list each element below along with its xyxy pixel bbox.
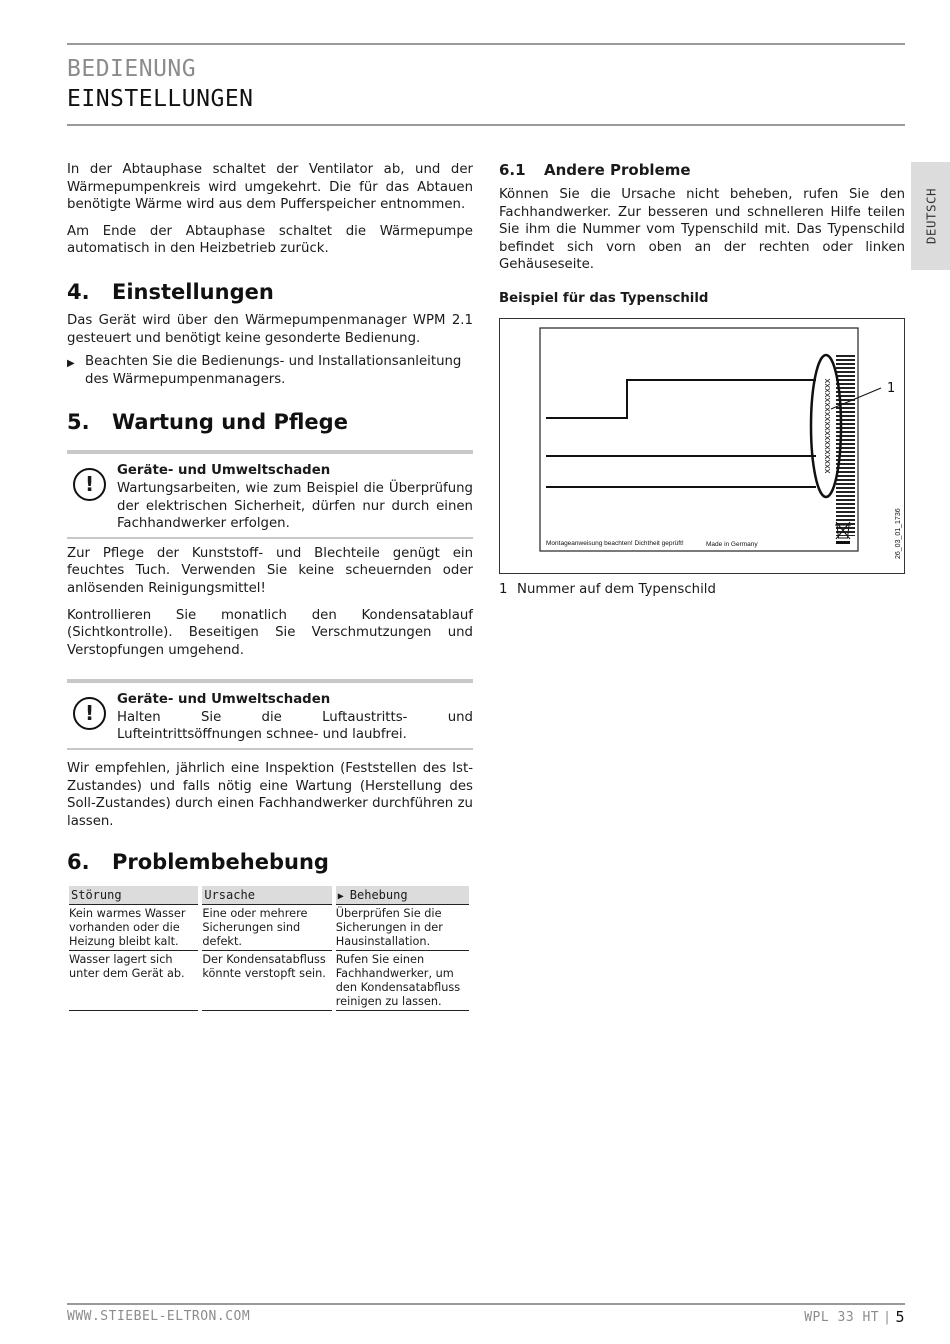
warning-box-2 <box>67 679 473 748</box>
table-header-stoerung: Störung <box>69 886 198 904</box>
table-header-behebung-label: Behebung <box>349 888 408 903</box>
intro-paragraph-1: In der Abtauphase schaltet der Ventilator ab, und der Wärmepumpenkreis wird umgekehrt. Die für das Abtauen benötigte Wärme wird aus dem Pufferspeicher entnommen. <box>67 162 473 213</box>
language-tab <box>911 162 950 270</box>
warning-1-title: Geräte- und Umweltschaden <box>117 463 331 479</box>
section-5-paragraph-1: Zur Pflege der Kunststoff- und Blechteile genügt ein feuchtes Tuch. Verwenden Sie keine scheuernden oder anlösenden Reinigungsmittel! <box>67 545 473 596</box>
callout-number: 1 <box>887 380 896 396</box>
footer-rule <box>67 1303 905 1305</box>
figure-id: 26_03_01_1736 <box>895 508 902 559</box>
section-6-1-paragraph: Können Sie die Ursache nicht beheben, rufen Sie den Fachhandwerker. Zur besseren und schnelleren Hilfe teilen Sie ihm die Nummer vom Typenschild mit. Das Typenschild befindet sich vorn oben an der rechten oder linken Gehäuseseite. <box>499 187 905 273</box>
troubleshooting-table <box>65 886 473 1011</box>
left-column <box>67 161 473 1011</box>
table-cell-behebung: Überprüfen Sie die Sicherungen in der Hausinstallation. <box>336 904 469 951</box>
section-4-bullet-text: Beachten Sie die Bedienungs- und Installationsanleitung des Wärmepumpenmanagers. <box>85 354 462 387</box>
figure-caption <box>499 582 905 597</box>
footer-separator: | <box>883 1309 892 1325</box>
caption-text: Nummer auf dem Typenschild <box>517 581 716 597</box>
table-cell-stoerung: Kein warmes Wasser vorhanden oder die Heizung bleibt kalt. <box>69 904 198 951</box>
language-tab-label: DEUTSCH <box>923 187 938 245</box>
section-4-bullet <box>67 353 473 388</box>
warning-1-body: Wartungsarbeiten, wie zum Beispiel die Überprüfung der elektrischen Sicherheit, dürfen nur durch einen Fachhandwerker erfolgen. <box>117 480 473 532</box>
section-6-title: Problembehebung <box>112 850 329 875</box>
table-row <box>69 951 469 1011</box>
footer-url: WWW.STIEBEL-ELTRON.COM <box>67 1309 251 1324</box>
section-6-1-number: 6.1 <box>499 161 526 179</box>
type-plate-figure <box>499 318 905 574</box>
triangle-bullet-icon: ▶ <box>337 891 350 903</box>
footer-model: WPL 33 HT <box>804 1309 880 1325</box>
header-top-rule <box>67 43 905 45</box>
table-header-ursache: Ursache <box>202 886 331 904</box>
exclamation-icon: ! <box>73 697 106 730</box>
table-cell-ursache: Eine oder mehrere Sicherungen sind defekt. <box>202 904 331 951</box>
warning-box-1 <box>67 450 473 536</box>
section-5-number: 5. <box>67 410 90 435</box>
plate-label-left: Montageanweisung beachten! Dichtheit geprüft! <box>546 539 684 547</box>
section-6-number: 6. <box>67 850 90 875</box>
section-4-heading <box>67 280 473 304</box>
type-plate-drawing <box>500 319 904 573</box>
warning-2-body: Halten Sie die Luftaustritts- und Lufteintrittsöffnungen schnee- und laubfrei. <box>117 709 473 743</box>
table-cell-stoerung: Wasser lagert sich unter dem Gerät ab. <box>69 951 198 1011</box>
footer-right <box>804 1308 905 1326</box>
table-row <box>69 904 469 951</box>
triangle-bullet-icon: ▶ <box>67 358 75 370</box>
warning-2-title: Geräte- und Umweltschaden <box>117 692 331 708</box>
table-header-behebung <box>336 886 469 904</box>
table-header-row <box>69 886 469 904</box>
caption-number: 1 <box>499 581 508 597</box>
plate-label-mid: Made in Germany <box>706 540 758 548</box>
section-5-heading <box>67 410 473 434</box>
intro-paragraph-2: Am Ende der Abtauphase schaltet die Wärmepumpe automatisch in den Heizbetrieb zurück. <box>67 223 473 257</box>
section-4-paragraph: Das Gerät wird über den Wärmepumpenmanager WPM 2.1 gesteuert und benötigt keine gesonderte Bedienung. <box>67 312 473 346</box>
section-6-1-heading <box>499 161 905 179</box>
header-subsection: EINSTELLUNGEN <box>67 86 254 112</box>
serial-number-text: xxxxxxxxxxxxxxxxxxxx <box>822 378 833 474</box>
section-4-title: Einstellungen <box>112 279 274 304</box>
warning-2-bottom-rule <box>67 748 473 750</box>
section-5-title: Wartung und Pflege <box>112 410 348 435</box>
table-cell-behebung: Rufen Sie einen Fachhandwerker, um den Kondensatabfluss reinigen zu lassen. <box>336 951 469 1011</box>
section-6-heading <box>67 850 473 874</box>
warning-1-bottom-rule <box>67 537 473 539</box>
header-section: BEDIENUNG <box>67 56 197 82</box>
example-heading: Beispiel für das Typenschild <box>499 290 709 306</box>
header-bottom-rule <box>67 124 905 126</box>
section-6-1-title: Andere Probleme <box>544 161 691 179</box>
section-5-paragraph-3: Wir empfehlen, jährlich eine Inspektion (Feststellen des Ist-Zustandes) und falls nötig eine Wartung (Herstellung des Soll-Zustandes) durch einen Fachhandwerker durchführen zu lassen. <box>67 761 473 829</box>
section-4-number: 4. <box>67 279 90 304</box>
right-column <box>499 161 905 597</box>
page-number: 5 <box>895 1308 905 1326</box>
section-5-paragraph-2: Kontrollieren Sie monatlich den Kondensatablauf (Sichtkontrolle). Beseitigen Sie Verschmutzungen und Verstopfungen umgehend. <box>67 607 473 658</box>
exclamation-icon: ! <box>73 468 106 501</box>
table-cell-ursache: Der Kondensatabfluss könnte verstopft sein. <box>202 951 331 1011</box>
